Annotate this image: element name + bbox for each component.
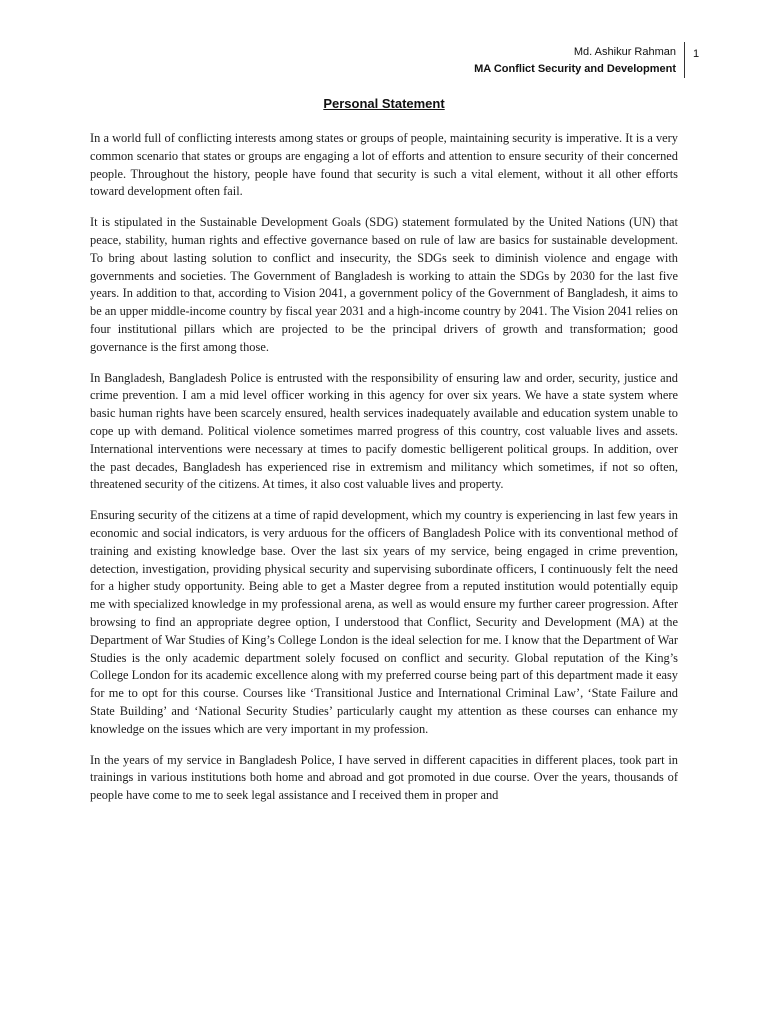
- document-title: Personal Statement: [323, 96, 445, 111]
- author-name: Md. Ashikur Rahman: [573, 46, 676, 58]
- page-number: [684, 42, 699, 78]
- paragraph: It is stipulated in the Sustainable Development Goals (SDG) statement formulated by the United Nations (UN) that peace, stability, human rights and effective governance based on rule of law are basics for sustainable development. To bring about lasting solution to conflict and insecurity, the SDGs seek to diminish violence and engage with governments and societies. The Government of Bangladesh is working to attain the SDGs by 2030 for the last five years. In addition to that, according to Vision 2041, a government policy of the Government of Bangladesh, it aims to be an upper middle-income country by fiscal year 2031 and a high-income country by 2041. The Vision 2041 relies on four institutional pillars which are projected to be the principal drivers of growth and transformation; good governance is the first among those.: [90, 215, 678, 354]
- paragraph: In the years of my service in Bangladesh Police, I have served in different capacities in different places, took part in trainings in various institutions both home and abroad and got promoted in due course. Over the years, thousands of people have come to me to seek legal assistance and I received them in proper and: [90, 752, 678, 803]
- page-number-label: 1: [693, 48, 700, 60]
- program-name: MA Conflict Security and Development: [474, 63, 676, 75]
- paragraph: In Bangladesh, Bangladesh Police is entrusted with the responsibility of ensuring law and order, security, justice and crime prevention. I am a mid level officer working in this agency for over six years. We have a state system where basic human rights have been scarcely ensured, health services inadequately available and education system unable to cope up with demand. Political violence sometimes marred progress of this country, cost valuable lives and assets. International interventions were necessary at times to pacify domestic belligerent political groups. In addition, over the past decades, Bangladesh has experienced rise in extremism and militancy which sometimes, if not so often, threatened security of the citizens. At times, it also cost valuable lives and property.: [90, 370, 678, 492]
- paragraph: Ensuring security of the citizens at a time of rapid development, which my country is experiencing in last few years in economic and social indicators, is very arduous for the officers of Bangladesh Police with its conventional method of training and existing knowledge base. Over the last six years of my service, being engaged in crime prevention, detection, investigation, providing physical security and supervising subordinate officers, I continuously felt the need for a higher study opportunity. Being able to get a Master degree from a reputed institution would potentially equip me with specialized knowledge in my professional arena, as well as would ensure my further career progression. After browsing to find an appropriate degree option, I understood that Conflict, Security and Development (MA) at the Department of War Studies of King’s College London is the ideal selection for me. I know that the Department of War Studies is the only academic department solely focused on conflict and security. Global reputation of the King’s College London for its academic excellence along with my preferred course being part of this department made it easy for me to opt for this course. Courses like ‘Transitional Justice and International Criminal Law’, ‘State Failure and State Building’ and ‘National Security Studies’ particularly caught my attention as these courses can enhance my knowledge on the issues which are very important in my profession.: [90, 508, 678, 736]
- document-body: [90, 130, 678, 818]
- page-header: [474, 44, 676, 78]
- paragraph: In a world full of conflicting interests among states or groups of people, maintaining security is imperative. It is a very common scenario that states or groups are engaging a lot of efforts and attention to ensure security of their concerned people. Throughout the history, people have found that security is such a vital element, without it all other efforts toward development often fail.: [90, 131, 678, 199]
